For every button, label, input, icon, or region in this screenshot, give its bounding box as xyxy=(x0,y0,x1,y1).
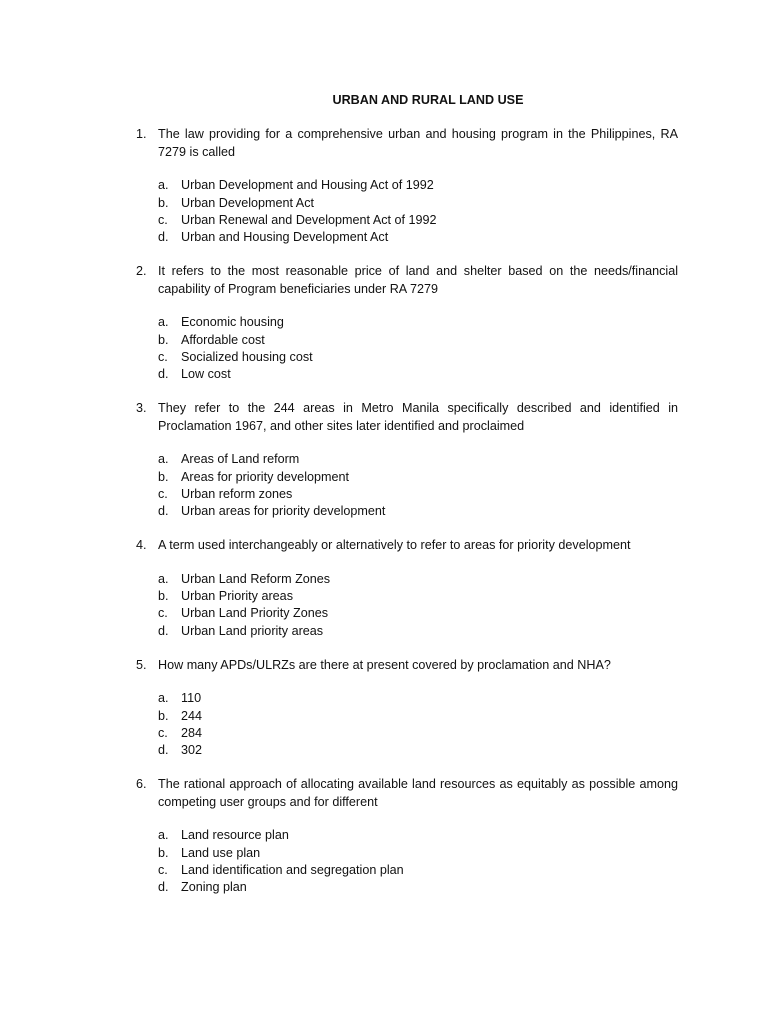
option-label: d. xyxy=(158,504,169,519)
option-label: a. xyxy=(158,571,169,586)
option-text: Economic housing xyxy=(181,315,284,330)
option-label: d. xyxy=(158,623,169,638)
option-text: Urban Land priority areas xyxy=(181,623,324,638)
answer-option xyxy=(158,725,678,742)
answer-option xyxy=(158,177,678,194)
question-text: It refers to the most reasonable price of land and shelter based on the needs/financial capability of Program beneficiaries under RA 7279 xyxy=(158,264,678,296)
option-text: Urban Renewal and Development Act of 1992 xyxy=(181,213,437,228)
option-text: Urban areas for priority development xyxy=(181,504,386,519)
page-title: URBAN AND RURAL LAND USE xyxy=(332,93,524,107)
question-1 xyxy=(136,126,678,246)
answer-option xyxy=(158,195,678,212)
answer-option xyxy=(158,605,678,622)
option-label: b. xyxy=(158,589,169,604)
option-text: Land resource plan xyxy=(181,828,289,843)
option-text: Urban Development and Housing Act of 1992 xyxy=(181,178,434,193)
question-text: The law providing for a comprehensive urban and housing program in the Philippines, RA 7279 is called xyxy=(158,127,678,159)
question-row xyxy=(136,263,678,298)
answer-option xyxy=(158,349,678,366)
question-number: 6. xyxy=(136,777,147,792)
question-6 xyxy=(136,776,678,896)
option-label: b. xyxy=(158,195,169,210)
question-text: A term used interchangeably or alternatively to refer to areas for priority development xyxy=(158,538,631,553)
answer-option xyxy=(158,332,678,349)
option-label: a. xyxy=(158,452,169,467)
answer-option xyxy=(158,588,678,605)
answer-option xyxy=(158,366,678,383)
question-2 xyxy=(136,263,678,383)
question-row xyxy=(136,537,678,554)
answer-option xyxy=(158,623,678,640)
answer-option xyxy=(158,862,678,879)
option-label: d. xyxy=(158,743,169,758)
answer-options xyxy=(158,314,678,384)
question-list xyxy=(136,126,678,896)
option-text: Urban and Housing Development Act xyxy=(181,230,389,245)
option-text: Zoning plan xyxy=(181,880,247,895)
question-text: How many APDs/ULRZs are there at present covered by proclamation and NHA? xyxy=(158,657,611,672)
answer-option xyxy=(158,469,678,486)
option-label: c. xyxy=(158,606,168,621)
question-row xyxy=(136,776,678,811)
question-text: They refer to the 244 areas in Metro Manila specifically described and identified in Proclamation 1967, and other sites later identified and proclaimed xyxy=(158,401,678,433)
answer-option xyxy=(158,486,678,503)
option-label: b. xyxy=(158,708,169,723)
question-row xyxy=(136,657,678,674)
option-label: c. xyxy=(158,486,168,501)
answer-options xyxy=(158,690,678,760)
question-5 xyxy=(136,657,678,760)
answer-options xyxy=(158,451,678,521)
answer-option xyxy=(158,879,678,896)
answer-option xyxy=(158,742,678,759)
option-label: d. xyxy=(158,367,169,382)
answer-options xyxy=(158,827,678,897)
option-text: Areas for priority development xyxy=(181,469,349,484)
option-text: Socialized housing cost xyxy=(181,349,313,364)
option-text: Urban reform zones xyxy=(181,486,293,501)
option-label: c. xyxy=(158,213,168,228)
question-number: 4. xyxy=(136,538,147,553)
answer-option xyxy=(158,845,678,862)
answer-options xyxy=(158,177,678,247)
option-text: 110 xyxy=(181,691,202,706)
question-text: The rational approach of allocating available land resources as equitably as possible among competing user groups and for different xyxy=(158,777,678,809)
option-label: a. xyxy=(158,315,169,330)
answer-option xyxy=(158,503,678,520)
option-text: Urban Land Reform Zones xyxy=(181,571,331,586)
option-text: Land use plan xyxy=(181,845,261,860)
option-label: c. xyxy=(158,349,168,364)
answer-option xyxy=(158,229,678,246)
question-number: 3. xyxy=(136,401,147,416)
option-text: 284 xyxy=(181,725,203,740)
option-text: 302 xyxy=(181,743,203,758)
option-text: Urban Development Act xyxy=(181,195,315,210)
answer-option xyxy=(158,827,678,844)
question-3 xyxy=(136,400,678,520)
question-4 xyxy=(136,537,678,640)
question-number: 5. xyxy=(136,657,147,672)
question-number: 1. xyxy=(136,127,147,142)
answer-option xyxy=(158,571,678,588)
option-text: Low cost xyxy=(181,367,231,382)
option-text: Land identification and segregation plan xyxy=(181,862,404,877)
option-label: b. xyxy=(158,845,169,860)
option-label: a. xyxy=(158,178,169,193)
option-text: Areas of Land reform xyxy=(181,452,300,467)
answer-option xyxy=(158,314,678,331)
answer-option xyxy=(158,690,678,707)
option-label: c. xyxy=(158,862,168,877)
option-label: d. xyxy=(158,230,169,245)
option-label: b. xyxy=(158,469,169,484)
answer-option xyxy=(158,708,678,725)
question-row xyxy=(136,400,678,435)
option-text: Urban Land Priority Zones xyxy=(181,606,328,621)
answer-option xyxy=(158,212,678,229)
option-label: a. xyxy=(158,691,169,706)
option-label: d. xyxy=(158,880,169,895)
question-row xyxy=(136,126,678,161)
option-text: Urban Priority areas xyxy=(181,589,293,604)
option-text: 244 xyxy=(181,708,203,723)
option-label: b. xyxy=(158,332,169,347)
answer-option xyxy=(158,451,678,468)
answer-options xyxy=(158,571,678,641)
question-number: 2. xyxy=(136,264,147,279)
option-label: a. xyxy=(158,828,169,843)
option-label: c. xyxy=(158,725,168,740)
option-text: Affordable cost xyxy=(181,332,265,347)
